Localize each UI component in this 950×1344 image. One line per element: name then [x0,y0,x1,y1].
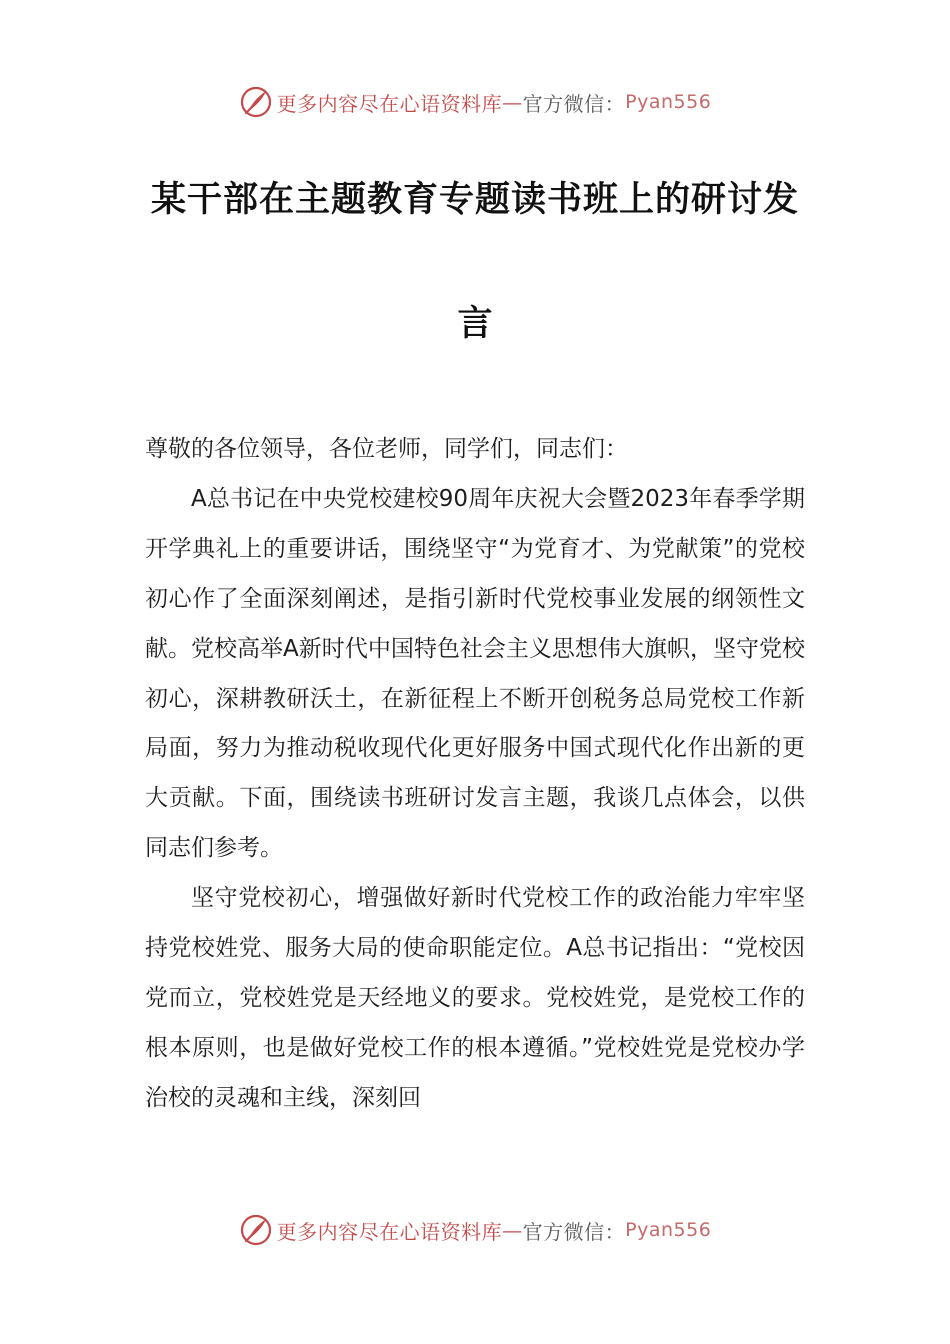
watermark-official-label: 官方微信： [522,91,626,116]
document-body [145,425,805,1124]
watermark-dash: — [502,90,523,114]
document-title-line2: 言 [457,303,493,344]
header-watermark [0,82,950,122]
watermark-official-label: 官方微信： [522,1219,626,1244]
watermark-brand-text: 更多内容尽在心语资料库 [276,1219,503,1244]
paragraph-1: A总书记在中央党校建校90周年庆祝大会暨2023年春季学期开学典礼上的重要讲话，围绕坚守“为党育才、为党献策”的党校初心作了全面深刻阐述，是指引新时代党校事业发展的纲领性文献。党校高举A新时代中国特色社会主义思想伟大旗帜，坚守党校初心，深耕教研沃土，在新征程上不断开创税务总局党校工作新局面，努力为推动税收现代化更好服务中国式现代化作出新的更大贡献。下面，围绕读书班研讨发言主题，我谈几点体会，以供同志们参考。 [145,485,805,862]
paragraph-2: 坚守党校初心，增强做好新时代党校工作的政治能力牢牢坚持党校姓党、服务大局的使命职能定位。A总书记指出：“党校因党而立，党校姓党是天经地义的要求。党校姓党，是党校工作的根本原则，也是做好党校工作的根本遵循。”党校姓党是党校办学治校的灵魂和主线，深刻回 [145,885,805,1111]
salutation: 尊敬的各位领导，各位老师，同学们，同志们： [145,436,628,462]
quill-logo-icon [239,1213,273,1247]
quill-logo-icon [239,85,273,119]
watermark-dash: — [502,1218,523,1242]
document-title-line1: 某干部在主题教育专题读书班上的研讨发 [150,179,799,220]
watermark-wechat-id: Pyan556 [625,1219,712,1241]
watermark-wechat-id: Pyan556 [625,91,712,113]
footer-watermark [0,1210,950,1250]
watermark-brand-text: 更多内容尽在心语资料库 [276,91,503,116]
